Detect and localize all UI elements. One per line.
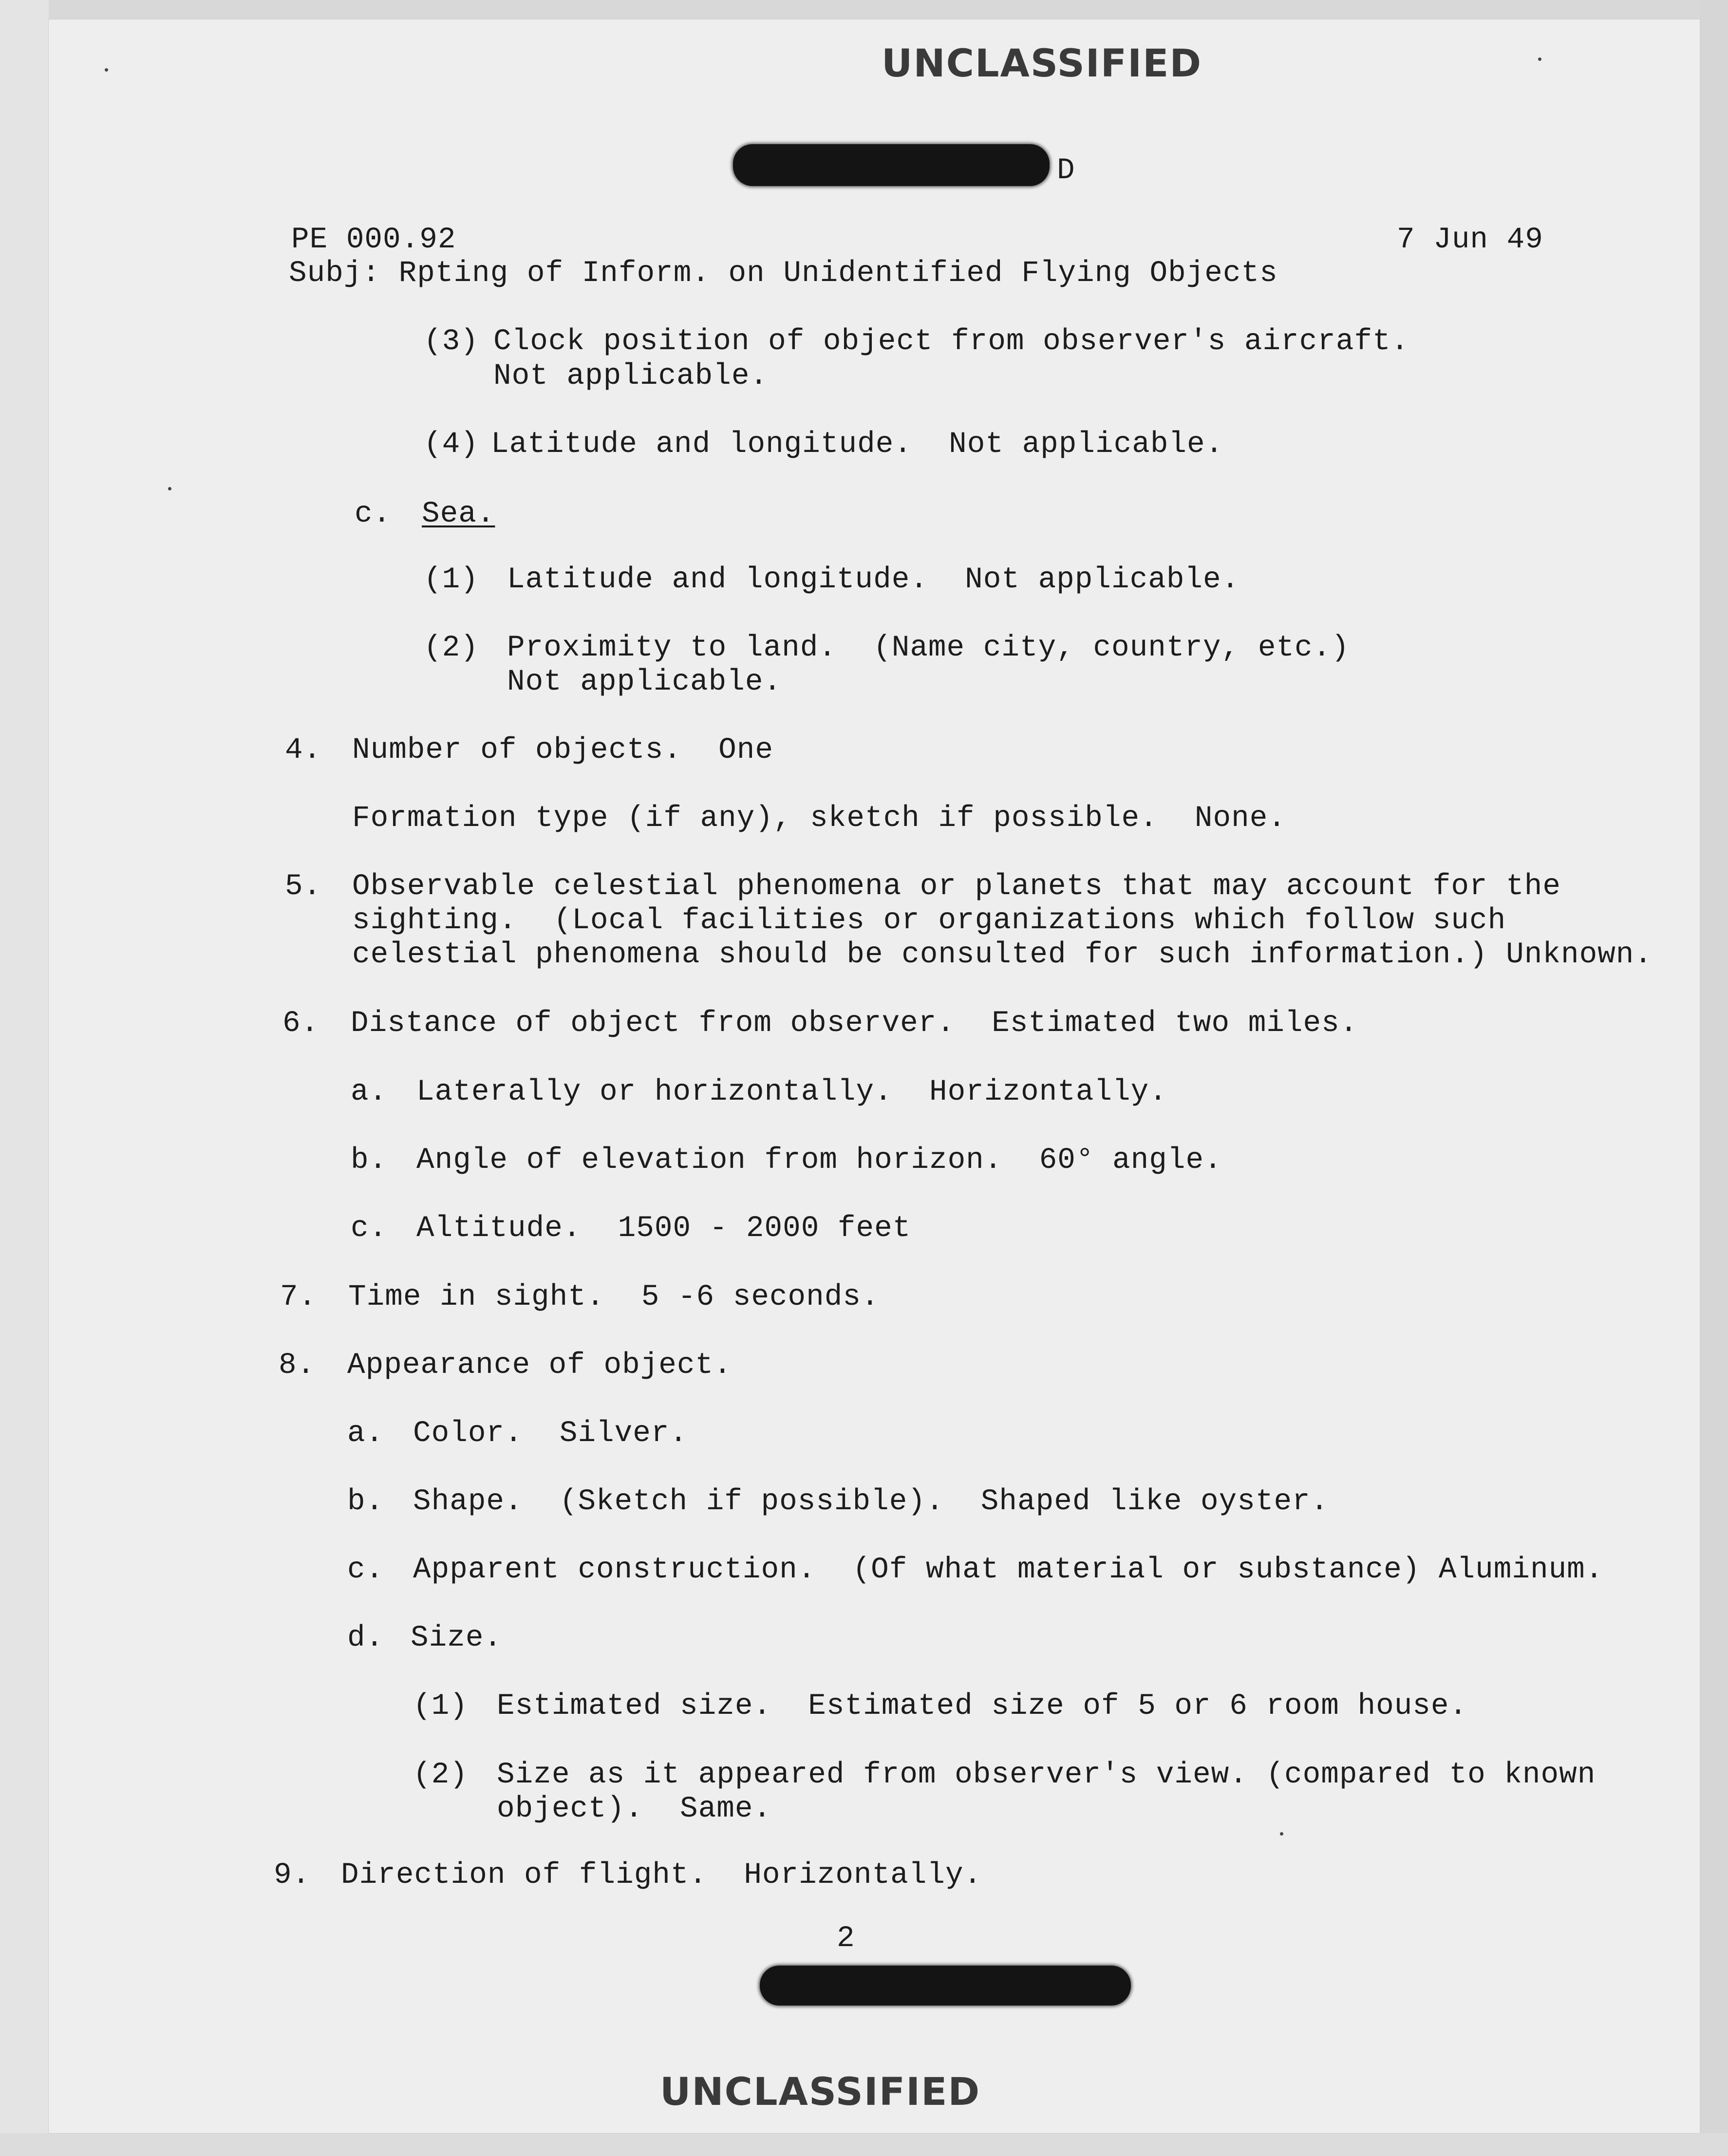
- section-7-text: Time in sight. 5 -6 seconds.: [348, 1280, 880, 1314]
- item-b3-text: Clock position of object from observer's aircraft.: [493, 325, 1409, 358]
- section-8-number: 8.: [279, 1349, 316, 1382]
- item-b3-number: (3): [424, 325, 479, 358]
- subject-line: Subj: Rpting of Inform. on Unidentified Flying Objects: [289, 257, 1278, 290]
- section-9-text: Direction of flight. Horizontally.: [341, 1858, 982, 1892]
- section-8d1-number: (1): [413, 1689, 468, 1723]
- section-8a-text: Color. Silver.: [413, 1417, 688, 1450]
- scan-border-top: [0, 0, 1728, 19]
- section-9-number: 9.: [274, 1858, 311, 1892]
- item-c-label: Sea.: [422, 497, 495, 531]
- section-8d2-text: Size as it appeared from observer's view. (compared to known: [497, 1758, 1596, 1792]
- item-c2-text: Proximity to land. (Name city, country, etc.): [507, 631, 1350, 665]
- section-8a-number: a.: [347, 1417, 384, 1450]
- item-c-number: c.: [355, 497, 392, 531]
- section-5-text: Observable celestial phenomena or planets that may account for the: [352, 870, 1561, 903]
- section-8c-text: Apparent construction. (Of what material or substance) Aluminum.: [413, 1553, 1604, 1587]
- scan-speck: [168, 487, 171, 490]
- section-4-formation: Formation type (if any), sketch if possible. None.: [352, 802, 1286, 835]
- section-8d1-text: Estimated size. Estimated size of 5 or 6 room house.: [497, 1689, 1468, 1723]
- item-b4-text: Latitude and longitude. Not applicable.: [491, 428, 1224, 461]
- section-8b-text: Shape. (Sketch if possible). Shaped like oyster.: [413, 1485, 1329, 1519]
- section-8-text: Appearance of object.: [347, 1349, 732, 1382]
- section-6-text: Distance of object from observer. Estimated two miles.: [351, 1007, 1358, 1040]
- scan-speck: [1538, 57, 1541, 61]
- page-number: 2: [837, 1922, 855, 1955]
- section-6-number: 6.: [282, 1007, 319, 1040]
- scan-border-right: [1700, 0, 1728, 2156]
- section-6b-number: b.: [351, 1144, 388, 1177]
- section-5-text-cont: sighting. (Local facilities or organizations which follow such: [352, 904, 1506, 937]
- redaction-bar-bottom: [760, 1966, 1131, 2006]
- scan-border-bottom: [0, 2133, 1728, 2156]
- item-c2-number: (2): [424, 631, 479, 665]
- section-8d-number: d.: [347, 1621, 384, 1655]
- section-8c-number: c.: [347, 1553, 384, 1587]
- classification-stamp-bottom: UNCLASSIFIED: [660, 2070, 981, 2114]
- section-8d2-number: (2): [413, 1758, 468, 1792]
- section-6b-text: Angle of elevation from horizon. 60° angle.: [416, 1144, 1222, 1177]
- section-4-text: Number of objects. One: [352, 733, 773, 767]
- section-5-number: 5.: [285, 870, 322, 903]
- item-c1-text: Latitude and longitude. Not applicable.: [507, 563, 1240, 597]
- classification-stamp-top: UNCLASSIFIED: [882, 42, 1202, 86]
- section-5-text-cont2: celestial phenomena should be consulted for such information.) Unknown.: [352, 938, 1653, 972]
- redacted-classification-suffix: D: [1057, 154, 1075, 187]
- section-8d-text: Size.: [411, 1621, 503, 1655]
- scan-border-left: [0, 0, 49, 2156]
- scan-speck: [105, 68, 108, 72]
- file-reference: PE 000.92: [291, 223, 456, 257]
- section-6a-text: Laterally or horizontally. Horizontally.: [416, 1075, 1167, 1109]
- section-6c-text: Altitude. 1500 - 2000 feet: [416, 1212, 911, 1245]
- section-4-number: 4.: [285, 733, 322, 767]
- section-6c-number: c.: [351, 1212, 388, 1245]
- item-c1-number: (1): [424, 563, 479, 597]
- scan-speck: [1280, 1832, 1283, 1836]
- section-7-number: 7.: [280, 1280, 317, 1314]
- item-c2-text-cont: Not applicable.: [507, 665, 782, 699]
- redaction-bar-top: [733, 144, 1050, 186]
- section-8d2-text-cont: object). Same.: [497, 1792, 772, 1826]
- item-b4-number: (4): [424, 428, 479, 461]
- item-b3-text-cont: Not applicable.: [493, 359, 769, 393]
- section-8b-number: b.: [347, 1485, 384, 1519]
- document-date: 7 Jun 49: [1397, 223, 1543, 257]
- section-6a-number: a.: [351, 1075, 388, 1109]
